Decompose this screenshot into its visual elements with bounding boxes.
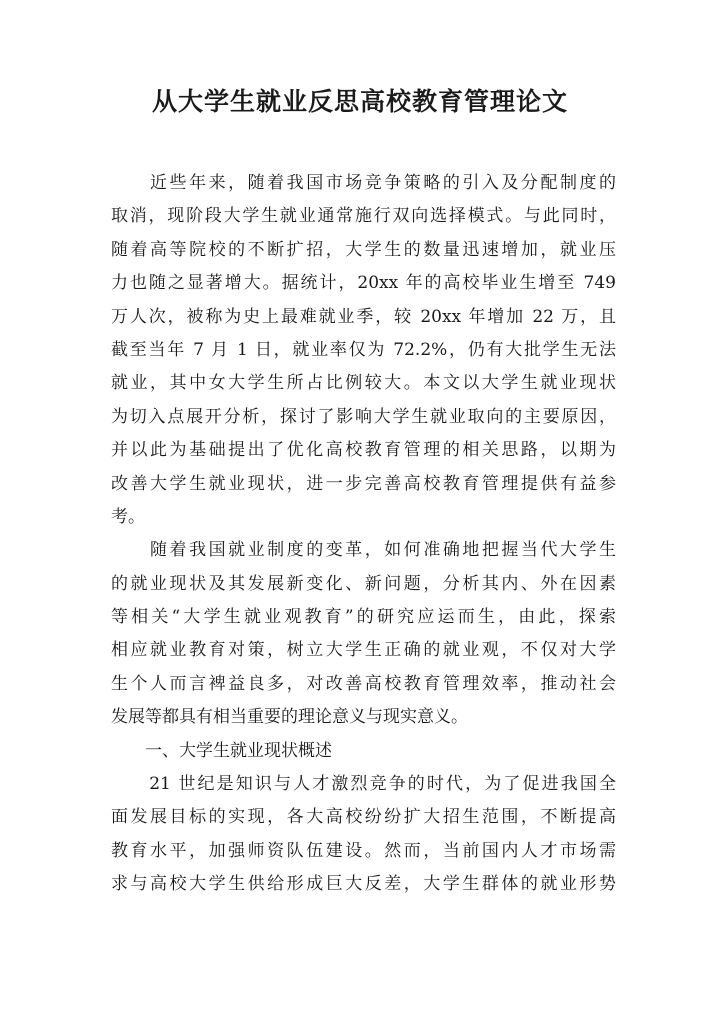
body-line: 近些年来，随着我国市场竞争策略的引入及分配制度的 <box>111 173 616 193</box>
body-line: 求与高校大学生供给形成巨大反差，大学生群体的就业形势 <box>111 874 616 895</box>
body-line: 取消，现阶段大学生就业通常施行双向选择模式。与此同时， <box>111 206 616 227</box>
document-body <box>111 167 616 902</box>
body-line: 就业，其中女大学生所占比例较大。本文以大学生就业现状 <box>111 373 616 394</box>
body-line: 生个人而言裨益良多，对改善高校教育管理效率，推动社会 <box>111 673 616 694</box>
body-line: 考。 <box>111 506 145 527</box>
document-title: 从大学生就业反思高校教育管理论文 <box>151 87 568 116</box>
body-line: 万人次，被称为史上最难就业季，较 20xx 年增加 22 万，且 <box>111 306 616 327</box>
body-line: 并以此为基础提出了优化高校教育管理的相关思路，以期为 <box>111 440 616 461</box>
body-line: 面发展目标的实现，各大高校纷纷扩大招生范围，不断提高 <box>111 807 616 828</box>
body-line: 随着高等院校的不断扩招，大学生的数量迅速增加，就业压 <box>111 239 616 260</box>
body-line: 的就业现状及其发展新变化、新问题，分析其内、外在因素 <box>111 573 616 594</box>
body-line: 随着我国就业制度的变革，如何准确地把握当代大学生 <box>111 540 616 561</box>
body-line: 等相关“大学生就业观教育”的研究应运而生，由此，探索 <box>111 607 616 628</box>
body-line: 教育水平，加强师资队伍建设。然而，当前国内人才市场需 <box>111 840 616 861</box>
body-line: 相应就业教育对策，树立大学生正确的就业观，不仅对大学 <box>111 640 616 661</box>
body-line: 改善大学生就业现状，进一步完善高校教育管理提供有益参 <box>111 473 616 494</box>
body-line: 发展等都具有相当重要的理论意义与现实意义。 <box>111 707 468 728</box>
body-line: 为切入点展开分析，探讨了影响大学生就业取向的主要原因， <box>111 406 616 427</box>
body-line: 力也随之显著增大。据统计，20xx 年的高校毕业生增至 749 <box>111 273 616 294</box>
body-line: 截至当年 7 月 1 日，就业率仅为 72.2%，仍有大批学生无法 <box>111 339 616 360</box>
section-heading: 一、大学生就业现状概述 <box>111 740 332 761</box>
body-line: 21 世纪是知识与人才激烈竞争的时代，为了促进我国全 <box>111 774 616 795</box>
